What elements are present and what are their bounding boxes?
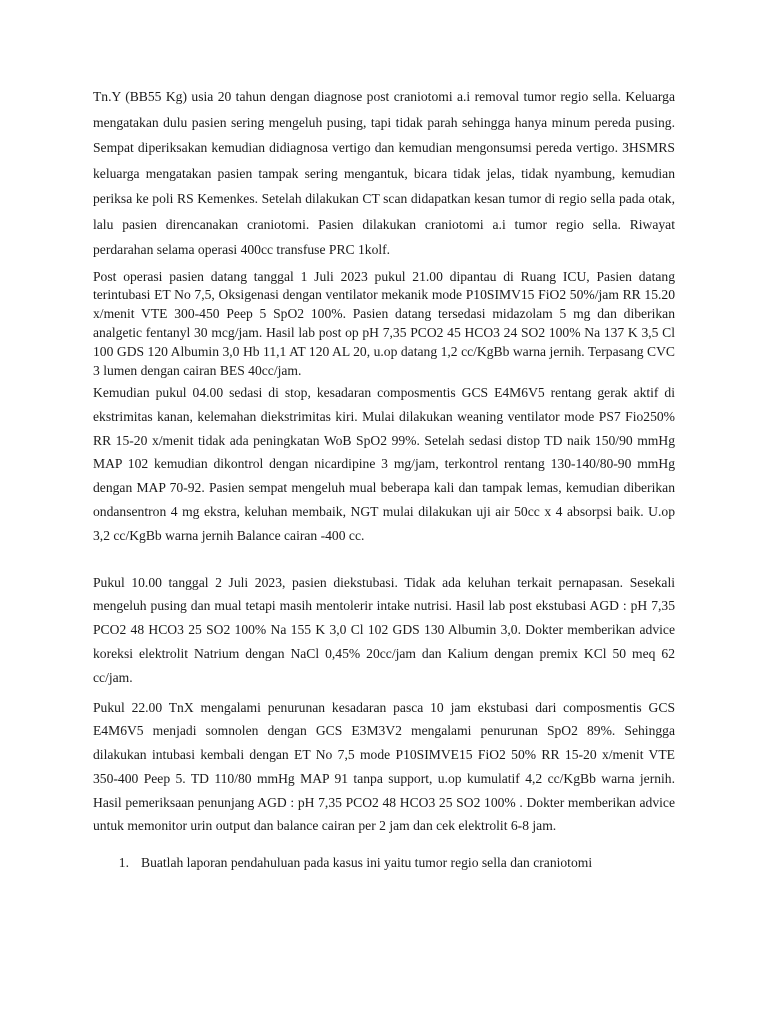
list-item [93,851,675,875]
case-paragraph-extubation: Pukul 10.00 tanggal 2 Juli 2023, pasien diekstubasi. Tidak ada keluhan terkait pernapasan. Sesekali mengeluh pusing dan mual tetapi masih mentolerir intake nutrisi. Hasil lab post ekstubasi AGD : pH 7,35 PCO2 48 HCO3 25 SO2 100% Na 155 K 3,0 Cl 102 GDS 130 Albumin 3,0. Dokter memberikan advice koreksi elektrolit Natrium dengan NaCl 0,45% 20cc/jam dan Kalium dengan premix KCl 50 meq 62 cc/jam. [93,574,675,685]
case-paragraph-history: Tn.Y (BB55 Kg) usia 20 tahun dengan diagnose post craniotomi a.i removal tumor regio sella. Keluarga mengatakan dulu pasien sering mengeluh pusing, tapi tidak parah sehingga hanya minum pereda pusing. Sempat diperiksakan kemudian didiagnosa vertigo dan kemudian mengonsumsi pereda vertigo. 3HSMRS keluarga mengatakan pasien tampak sering mengantuk, bicara tidak jelas, tidak nyambung, kemudian periksa ke poli RS Kemenkes. Setelah dilakukan CT scan didapatkan kesan tumor di regio sella pada otak, lalu pasien direncanakan craniotomi. Pasien dilakukan craniotomi a.i tumor regio sella. Riwayat perdarahan selama operasi 400cc transfuse PRC 1kolf. [93,89,675,257]
document-page [93,84,675,875]
task-number: 1. [118,855,129,871]
case-paragraph-weaning: Kemudian pukul 04.00 sedasi di stop, kesadaran composmentis GCS E4M6V5 rentang gerak aktif di ekstrimitas kanan, kelemahan diekstrimitas kiri. Mulai dilakukan weaning ventilator mode PS7 Fio250% RR 15-20 x/menit tidak ada peningkatan WoB SpO2 99%. Setelah sedasi distop TD naik 150/90 mmHg MAP 102 kemudian dikontrol dengan nicardipine 3 mg/jam, terkontrol rentang 130-140/80-90 mmHg dengan MAP 70-92. Pasien sempat mengeluh mual beberapa kali dan tampak lemas, kemudian diberikan ondansentron 4 mg ekstra, keluhan membaik, NGT mulai dilakukan uji air 50cc x 4 absorpsi baik. U.op 3,2 cc/KgBb warna jernih Balance cairan -400 cc. [93,384,675,543]
task-text: Buatlah laporan pendahuluan pada kasus ini yaitu tumor regio sella dan craniotomi [141,855,593,871]
case-paragraph-postop-arrival: Post operasi pasien datang tanggal 1 Juli 2023 pukul 21.00 dipantau di Ruang ICU, Pasien datang terintubasi ET No 7,5, Oksigenasi dengan ventilator mekanik mode P10SIMV15 FiO2 50%/jam RR 15.20 x/menit VTE 300-450 Peep 5 SpO2 100%. Pasien datang tersedasi midazolam 5 mg dan diberikan analgetic fentanyl 30 mcg/jam. Hasil lab post op pH 7,35 PCO2 45 HCO3 24 SO2 100% Na 137 K 3,5 Cl 100 GDS 120 Albumin 3,0 Hb 11,1 AT 120 AL 20, u.op datang 1,2 cc/KgBb warna jernih. Terpasang CVC 3 lumen dengan cairan BES 40cc/jam. [93,268,675,379]
case-paragraph-reintubation: Pukul 22.00 TnX mengalami penurunan kesadaran pasca 10 jam ekstubasi dari composmentis GCS E4M6V5 menjadi somnolen dengan GCS E3M3V2 mengalami penurunan SpO2 89%. Sehingga dilakukan intubasi kembali dengan ET No 7,5 mode P10SIMVE15 FiO2 50% RR 15-20 x/menit VTE 350-400 Peep 5. TD 110/80 mmHg MAP 91 tanpa support, u.op kumulatif 4,2 cc/KgBb warna jernih. Hasil pemeriksaan penunjang AGD : pH 7,35 PCO2 48 HCO3 25 SO2 100% . Dokter memberikan advice untuk memonitor urin output dan balance cairan per 2 jam dan cek elektrolit 6-8 jam. [93,699,675,834]
task-list [93,851,675,875]
